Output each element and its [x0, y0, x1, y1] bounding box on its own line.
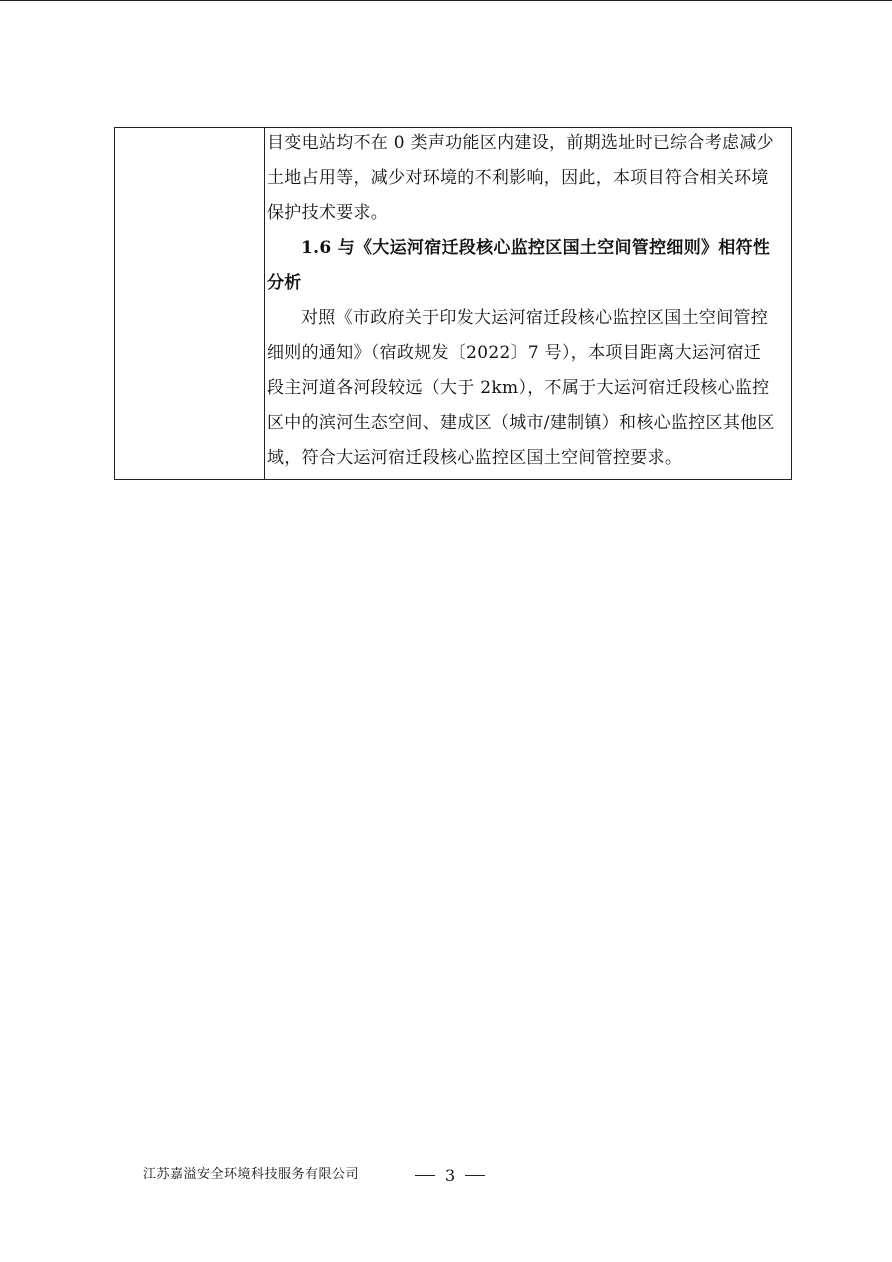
body-text-line: 目变电站均不在 0 类声功能区内建设，前期选址时已综合考虑减少: [267, 133, 774, 153]
page-dash-right: [465, 1175, 485, 1176]
paragraph-line: 域，符合大运河宿迁段核心监控区国土空间管控要求。: [267, 448, 683, 468]
table-column-divider: [264, 128, 265, 479]
section-heading-continued: 分析: [267, 273, 302, 293]
footer-page-number-group: [405, 1166, 495, 1185]
paragraph-line: 细则的通知》（宿政规发〔2022〕7 号），本项目距离大运河宿迁: [267, 343, 762, 363]
body-text-line: 土地占用等，减少对环境的不利影响，因此，本项目符合相关环境: [267, 168, 769, 188]
compliance-table: [114, 127, 792, 480]
page-number: 3: [445, 1166, 456, 1185]
paragraph-line: 区中的滨河生态空间、建成区（城市/建制镇）和核心监控区其他区: [267, 413, 775, 433]
paragraph-line: 对照《市政府关于印发大运河宿迁段核心监控区国土空间管控: [301, 308, 769, 328]
section-heading: 1.6 与《大运河宿迁段核心监控区国土空间管控细则》相符性: [301, 238, 771, 258]
page-top-border: [0, 0, 892, 1]
paragraph-line: 段主河道各河段较远（大于 2km），不属于大运河宿迁段核心监控: [267, 378, 770, 398]
footer-company-name: 江苏嘉溢安全环境科技服务有限公司: [143, 1167, 360, 1182]
body-text-line: 保护技术要求。: [267, 203, 389, 223]
table-content-cell: [267, 128, 791, 478]
page-dash-left: [415, 1175, 435, 1176]
